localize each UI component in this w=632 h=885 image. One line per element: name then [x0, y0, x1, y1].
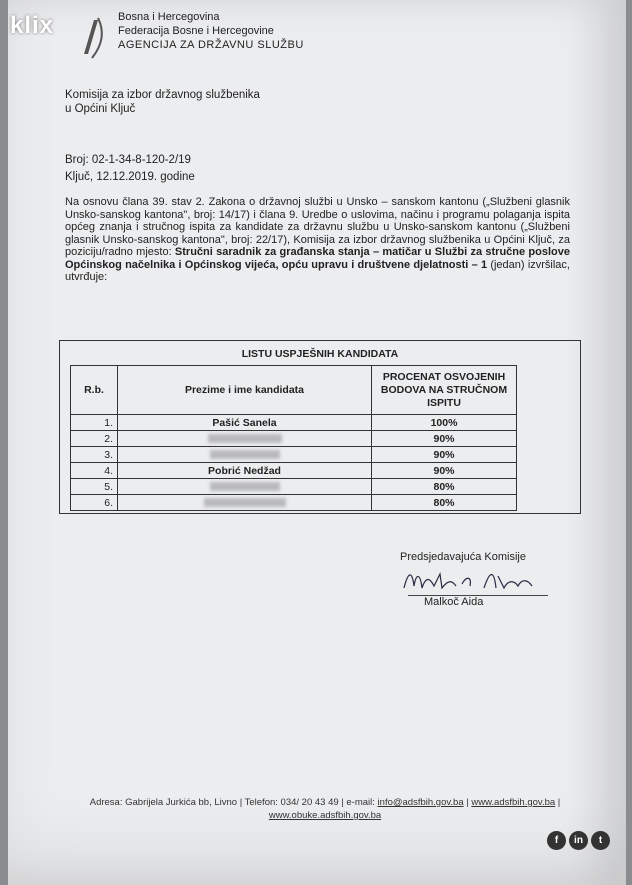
table-row	[71, 479, 517, 495]
klix-watermark-logo: klix	[10, 12, 55, 39]
facebook-icon[interactable]: f	[547, 831, 566, 850]
table-row	[71, 431, 517, 447]
twitter-icon[interactable]: t	[591, 831, 610, 850]
row-pct: 80%	[372, 495, 517, 511]
row-name-redacted	[118, 447, 372, 463]
agency-federation: Federacija Bosne i Hercegovine	[118, 25, 274, 37]
table-title: LISTU USPJEŠNIH KANDIDATA	[241, 348, 399, 360]
body-position: Stručni saradnik za građanska stanja – matičar u Službi za stručne poslove Općinskog načelnika i Općinskog vijeća, opću upravu i društvene djelatnosti – 1	[65, 246, 570, 271]
footer-email-link[interactable]: info@adsfbih.gov.ba	[377, 797, 464, 808]
header-rb: R.b.	[71, 366, 118, 415]
table-row	[71, 447, 517, 463]
row-name: Pobrić Nedžad	[118, 463, 372, 479]
row-pct: 90%	[372, 463, 517, 479]
candidates-table-box	[59, 340, 581, 514]
row-rb: 2.	[71, 431, 118, 447]
row-rb: 3.	[71, 447, 118, 463]
linkedin-icon[interactable]: in	[569, 831, 588, 850]
row-pct: 90%	[372, 447, 517, 463]
table-row	[71, 463, 517, 479]
redaction-blur	[210, 450, 280, 459]
table-header-row	[71, 366, 517, 415]
row-pct: 100%	[372, 415, 517, 431]
reference-number: Broj: 02-1-34-8-120-2/19	[65, 154, 191, 166]
decision-body	[65, 196, 570, 284]
agency-header	[118, 10, 304, 52]
row-name-redacted	[118, 479, 372, 495]
body-tail: (jedan) izvršilac, utvrđuje:	[65, 258, 570, 283]
social-icons	[547, 831, 610, 850]
row-name: Pašić Sanela	[118, 415, 372, 431]
body-intro: Na osnovu člana 39. stav 2. Zakona o državnoj službi u Unsko – sanskom kantonu („Službeni glasnik Unsko-sanskog kantona", broj: 14/17) i člana 9. Uredbe o uslovima, načinu i programu polaganja ispita općeg znanja i stručnog ispita za kandidate za državnu službu u Unsko-sanskom kantonu („Službeni glasnik Unsko-sanskog kantona", broj: 22/17), Komisija za izbor državnog službenika u Općini Ključ, za poziciju/radno mjesto:	[65, 196, 570, 258]
row-rb: 6.	[71, 495, 118, 511]
agency-country: Bosna i Hercegovina	[118, 11, 220, 23]
footer-portal-link[interactable]: www.obuke.adsfbih.gov.ba	[268, 810, 382, 821]
reference-date: Ključ, 12.12.2019. godine	[65, 171, 195, 183]
redaction-blur	[208, 434, 282, 443]
header-pct: PROCENAT OSVOJENIH BODOVA NA STRUČNOM ISPITU	[372, 366, 517, 415]
row-name-redacted	[118, 431, 372, 447]
signatory-name: Malkoč Aida	[424, 596, 484, 608]
row-rb: 5.	[71, 479, 118, 495]
row-rb: 4.	[71, 463, 118, 479]
reference-block	[65, 152, 195, 186]
signature-title: Predsjedavajuća Komisije	[400, 551, 526, 563]
commission-header	[65, 88, 260, 116]
commission-line-1: Komisija za izbor državnog službenika	[65, 89, 260, 101]
candidates-table	[70, 365, 517, 511]
row-rb: 1.	[71, 415, 118, 431]
agency-name: AGENCIJA ZA DRŽAVNU SLUŽBU	[118, 39, 304, 51]
agency-logo-icon	[78, 14, 110, 62]
document-page	[8, 0, 626, 885]
handwritten-signature	[400, 566, 560, 594]
commission-line-2: u Općini Ključ	[65, 103, 136, 115]
table-row	[71, 415, 517, 431]
row-pct: 90%	[372, 431, 517, 447]
footer-address: Adresa: Gabrijela Jurkića bb, Livno | Telefon: 034/ 20 43 49 | e-mail:	[89, 797, 375, 808]
table-row	[71, 495, 517, 511]
row-pct: 80%	[372, 479, 517, 495]
redaction-blur	[204, 498, 286, 507]
footer-web-link[interactable]: www.adsfbih.gov.ba	[471, 797, 556, 808]
document-footer	[70, 796, 580, 822]
row-name-redacted	[118, 495, 372, 511]
footer-separator: |	[557, 797, 561, 808]
footer-separator: |	[466, 797, 469, 808]
header-name: Prezime i ime kandidata	[118, 366, 372, 415]
redaction-blur	[210, 482, 280, 491]
